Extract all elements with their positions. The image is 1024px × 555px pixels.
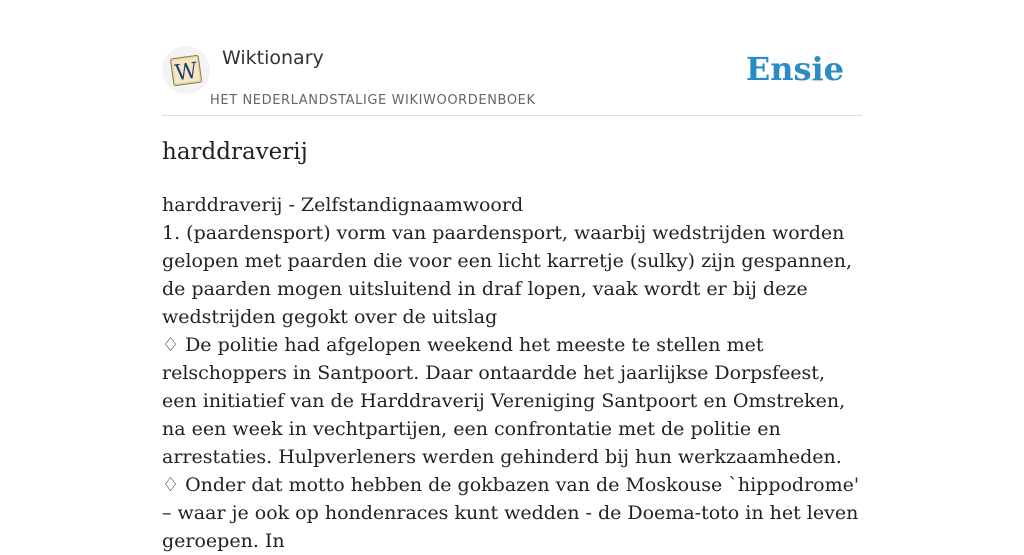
logo-letter: W — [173, 58, 200, 87]
entry-heading: harddraverij - Zelfstandignaamwoord — [162, 194, 524, 216]
site-logo[interactable] — [162, 46, 210, 94]
example-quote: ♢ De politie had afgelopen weekend het meeste te stellen met relschoppers in Santpoort. Daar ontaardde het jaarlijkse Dorpsfeest, een initiatief van de Harddraverij Vereniging Santpoort en Omstreken, na een week in vechtpartijen, een confrontatie met de politie en arrestaties. Hulpverleners werden gehinderd bij hun werkzaamheden. — [162, 334, 846, 468]
header-divider — [162, 115, 862, 116]
example-quote: ♢ Onder dat motto hebben de gokbazen van de Moskouse `hippodrome' – waar je ook op hondenraces kunt wedden - de Doema-toto in het leven geroepen. In — [162, 474, 860, 552]
site-subtitle: HET NEDERLANDSTALIGE WIKIWOORDENBOEK — [210, 93, 536, 108]
wiktionary-tile-icon — [166, 50, 206, 90]
word-title: harddraverij — [162, 139, 308, 165]
entry-content — [162, 191, 864, 555]
site-name[interactable]: Wiktionary — [222, 47, 324, 69]
definition-text: 1. (paardensport) vorm van paardensport, waarbij wedstrijden worden gelopen met paarden die voor een licht karretje (sulky) zijn gespannen, de paarden mogen uitsluitend in draf lopen, vaak wordt er bij deze wedstrijden gegokt over de uitslag — [162, 222, 852, 328]
ensie-brand-link[interactable]: Ensie — [745, 50, 844, 88]
